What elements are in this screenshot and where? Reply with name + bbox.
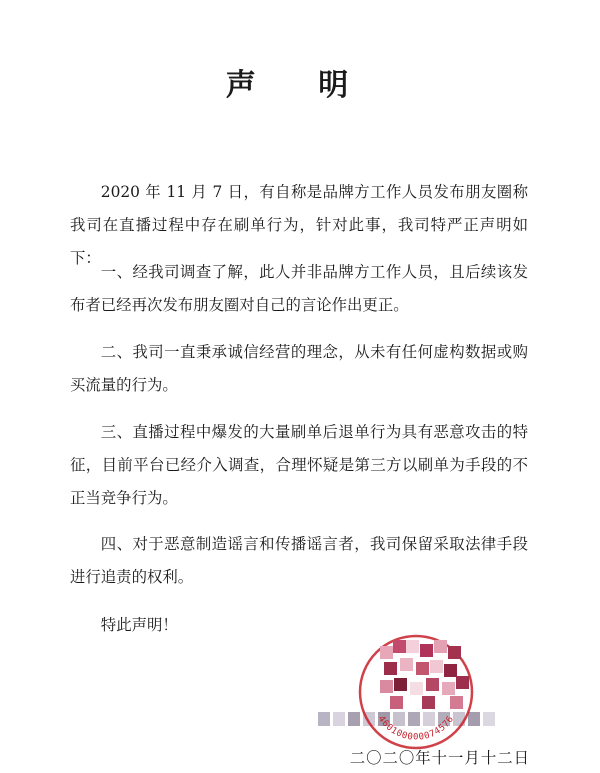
intro-paragraph: 2020 年 11 月 7 日，有自称是品牌方工作人员发布朋友圈称我司在直播过程中存在刷单行为，针对此事，我司特严正声明如下： <box>70 183 528 267</box>
statement-date: 二〇二〇年十一月十二日 <box>349 749 530 767</box>
clause-one: 一、经我司调查了解，此人并非品牌方工作人员，且后续该发布者已经再次发布朋友圈对自己的言论作出更正。 <box>70 263 528 314</box>
closing-line: 特此声明！ <box>100 616 178 634</box>
clause-three: 三、直播过程中爆发的大量刷单后退单行为具有恶意攻击的特征，目前平台已经介入调查，合理怀疑是第三方以刷单为手段的不正当竞争行为。 <box>70 423 528 507</box>
svg-text:460100000074576 <box>376 714 457 742</box>
seal-mosaic <box>380 640 470 710</box>
page-title: 声 明 <box>225 68 375 103</box>
clause-two: 二、我司一直秉承诚信经营的理念，从未有任何虚构数据或购买流量的行为。 <box>70 343 528 394</box>
clause-four: 四、对于恶意制造谣言和传播谣言者，我司保留采取法律手段进行追责的权利。 <box>70 535 528 586</box>
seal-number: 460100000074576 <box>375 714 457 743</box>
